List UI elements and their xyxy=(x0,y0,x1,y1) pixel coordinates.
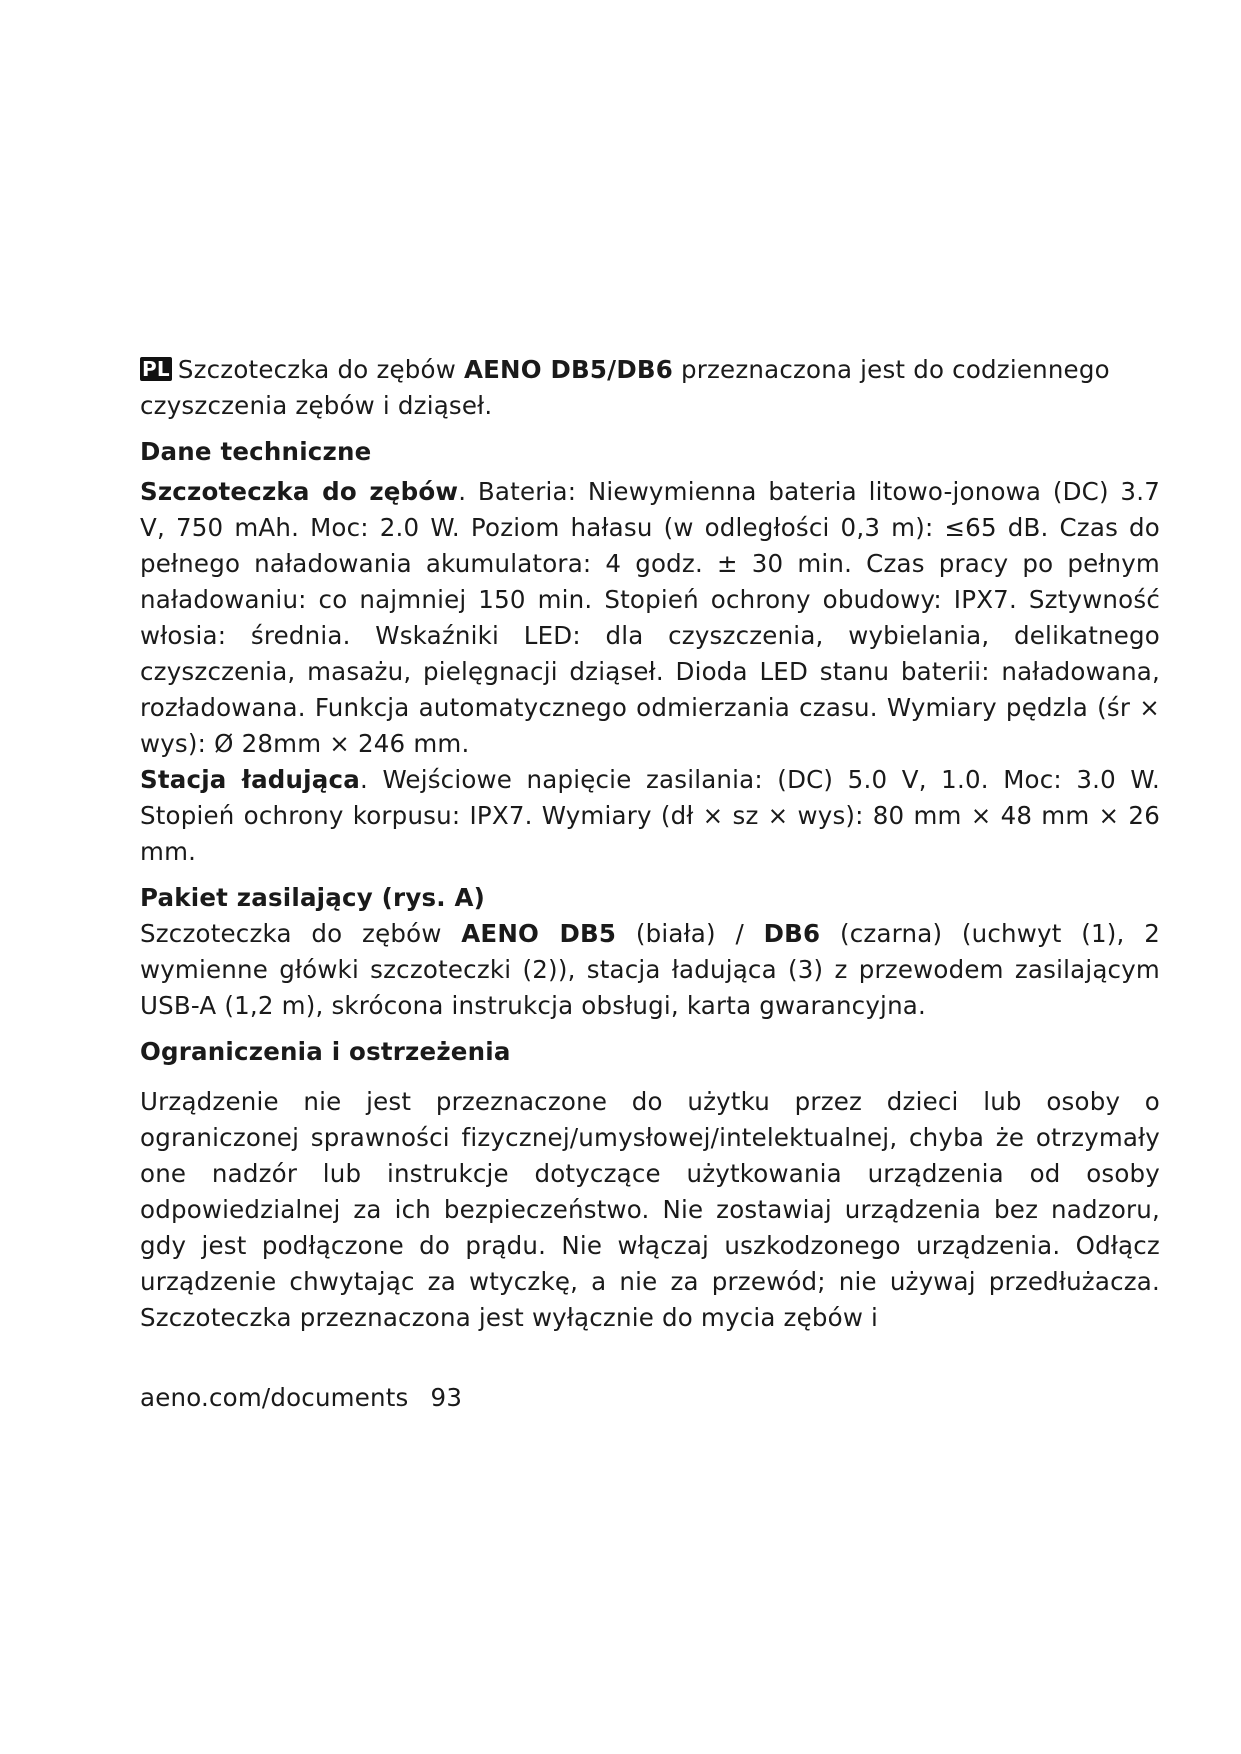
warnings-paragraph: Urządzenie nie jest przeznaczone do użytku przez dzieci lub osoby o ograniczonej sprawności fizycznej/umysłowej/intelektualnej, chyba że otrzymały one nadzór lub instrukcje dotyczące użytkowania urządzenia od osoby odpowiedzialnej za ich bezpieczeństwo. Nie zostawiaj urządzenia bez nadzoru, gdy jest podłączone do prądu. Nie włączaj uszkodzonego urządzenia. Odłącz urządzenie chwytając za wtyczkę, a nie za przewód; nie używaj przedłużacza. Szczoteczka przeznaczona jest wyłącznie do mycia zębów i xyxy=(140,1087,1160,1332)
package-text-end: (czarna) (uchwyt (1), 2 wymienne główki szczoteczki (2)), stacja ładująca (3) z przewodem zasilającym USB-A (1,2 m), skrócona instrukcja obsługi, karta gwarancyjna. xyxy=(140,919,1160,1020)
specs-heading: Dane techniczne xyxy=(140,437,372,466)
station-specs-paragraph xyxy=(140,762,1160,870)
document-page xyxy=(140,352,1160,1336)
package-heading: Pakiet zasilający (rys. A) xyxy=(140,883,486,912)
warnings-heading: Ograniczenia i ostrzeżenia xyxy=(140,1037,511,1066)
package-text-start: Szczoteczka do zębów xyxy=(140,919,462,948)
intro-text-start: Szczoteczka do zębów xyxy=(177,355,464,384)
package-text-mid: (biała) / xyxy=(616,919,764,948)
page-number: 93 xyxy=(430,1383,463,1412)
package-model-db5: AENO DB5 xyxy=(461,919,617,948)
language-badge: PL xyxy=(142,357,170,381)
package-model-db6: DB6 xyxy=(763,919,821,948)
station-specs-label: Stacja ładująca xyxy=(140,765,360,794)
station-specs-text: . Wejściowe napięcie zasilania: (DC) 5.0 V, 1.0. Moc: 3.0 W. Stopień ochrony korpusu: IPX7. Wymiary (dł × sz × wys): 80 mm × 48 mm × 26 mm. xyxy=(140,765,1160,866)
toothbrush-specs-text: . Bateria: Niewymienna bateria litowo-jonowa (DC) 3.7 V, 750 mAh. Moc: 2.0 W. Poziom hałasu (w odległości 0,3 m): ≤65 dB. Czas do pełnego naładowania akumulatora: 4 godz. ± 30 min. Czas pracy po pełnym naładowaniu: co najmniej 150 min. Stopień ochrony obudowy: IPX7. Sztywność włosia: średnia. Wskaźniki LED: dla czyszczenia, wybielania, delikatnego czyszczenia, masażu, pielęgnacji dziąseł. Dioda LED stanu baterii: naładowana, rozładowana. Funkcja automatycznego odmierzania czasu. Wymiary pędzla (śr × wys): Ø 28mm × 246 mm. xyxy=(140,477,1160,758)
intro-paragraph xyxy=(140,352,1160,424)
page-footer xyxy=(140,1380,462,1416)
intro-text-end: przeznaczona jest do codziennego czyszczenia zębów i dziąseł. xyxy=(140,355,1110,420)
toothbrush-specs-label: Szczoteczka do zębów xyxy=(140,477,459,506)
footer-url: aeno.com/documents xyxy=(140,1383,409,1412)
toothbrush-specs-paragraph xyxy=(140,474,1160,762)
intro-model-name: AENO DB5/DB6 xyxy=(463,355,673,384)
package-paragraph xyxy=(140,916,1160,1024)
